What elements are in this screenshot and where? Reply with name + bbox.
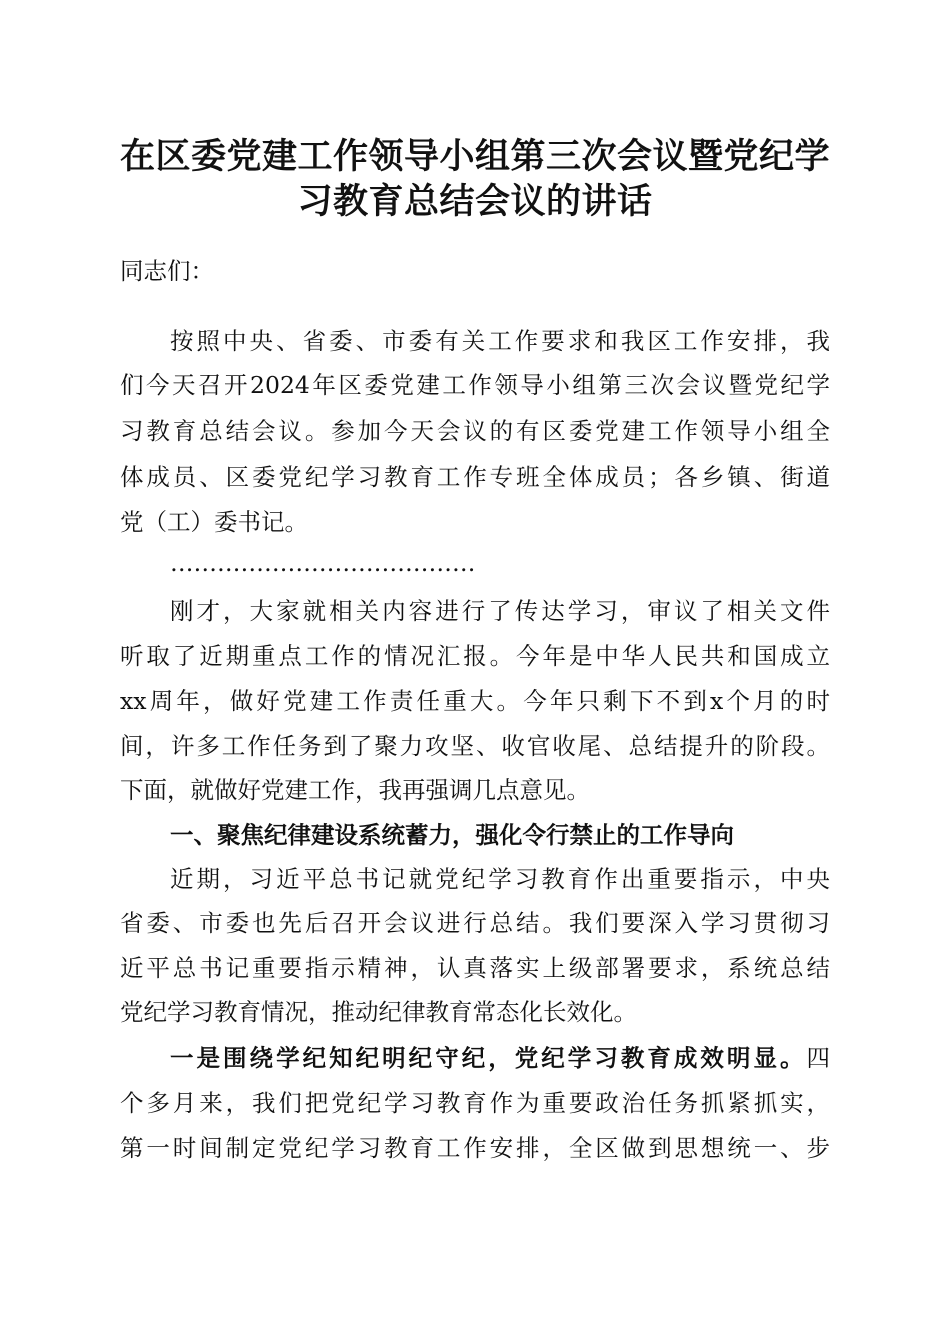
paragraph-line: 党（工）委书记。 [120,508,308,536]
ellipsis-separator: ………………………………… [170,549,476,577]
paragraph-line: 近期，习近平总书记就党纪学习教育作出重要指示，中央 [170,865,830,893]
section-heading: 一、聚焦纪律建设系统蓄力，强化令行禁止的工作导向 [170,821,734,849]
paragraph-line: 习教育总结会议。参加今天会议的有区委党建工作领导小组全 [120,417,830,445]
paragraph-lead-bold: 一是围绕学纪知纪明纪守纪，党纪学习教育成效明显。 [170,1044,807,1072]
paragraph-line: 按照中央、省委、市委有关工作要求和我区工作安排，我 [170,327,830,355]
paragraph-line: 们今天召开2024年区委党建工作领导小组第三次会议暨党纪学 [120,371,830,399]
paragraph-line: xx周年，做好党建工作责任重大。今年只剩下不到x个月的时 [120,687,830,715]
paragraph-line: 体成员、区委党纪学习教育工作专班全体成员；各乡镇、街道 [120,463,830,491]
paragraph-lead-line [170,1043,830,1073]
paragraph-line: 党纪学习教育情况，推动纪律教育常态化长效化。 [120,998,637,1026]
paragraph-line: 间，许多工作任务到了聚力攻坚、收官收尾、总结提升的阶段。 [120,732,830,760]
greeting: 同志们： [120,257,214,285]
paragraph-lead-tail: 四 [806,1044,830,1072]
paragraph-line: 听取了近期重点工作的情况汇报。今年是中华人民共和国成立 [120,642,830,670]
paragraph-line: 省委、市委也先后召开会议进行总结。我们要深入学习贯彻习 [120,909,830,937]
paragraph-line: 下面，就做好党建工作，我再强调几点意见。 [120,776,590,804]
paragraph-line: 第一时间制定党纪学习教育工作安排，全区做到思想统一、步 [120,1134,830,1162]
paragraph-line: 刚才，大家就相关内容进行了传达学习，审议了相关文件 [170,597,830,625]
paragraph-line: 近平总书记重要指示精神，认真落实上级部署要求，系统总结 [120,954,830,982]
document-title-line-2: 习教育总结会议的讲话 [297,181,653,222]
paragraph-line: 个多月来，我们把党纪学习教育作为重要政治任务抓紧抓实， [120,1089,830,1117]
document-title-line-1: 在区委党建工作领导小组第三次会议暨党纪学 [119,136,830,177]
